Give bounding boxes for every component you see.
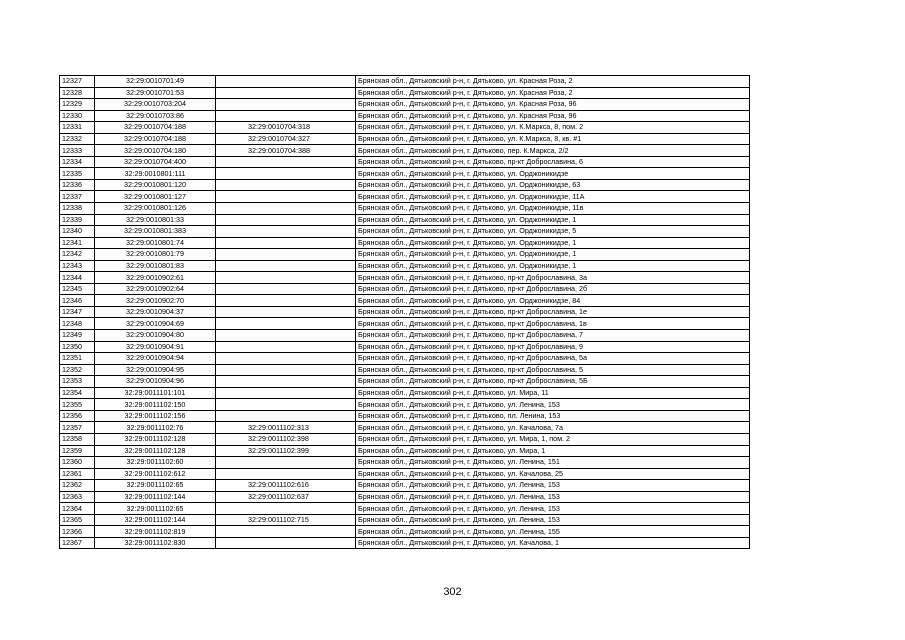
row-number-cell: 12360 [60,457,95,469]
row-number-cell: 12328 [60,87,95,99]
cadastral-number-cell: 32:29:0011102:150 [95,399,216,411]
linked-cadastral-number-cell [216,410,356,422]
linked-cadastral-number-cell [216,249,356,261]
address-cell: Брянская обл., Дятьковский р-н, г. Дятьково, ул. Красная Роза, 96 [356,110,750,122]
linked-cadastral-number-cell [216,87,356,99]
row-number-cell: 12355 [60,399,95,411]
table-row [60,295,750,307]
cadastral-number-cell: 32:29:0011102:60 [95,457,216,469]
row-number-cell: 12342 [60,249,95,261]
linked-cadastral-number-cell [216,503,356,515]
address-cell: Брянская обл., Дятьковский р-н, г. Дятьково, ул. Качалова, 1 [356,537,750,549]
linked-cadastral-number-cell [216,387,356,399]
row-number-cell: 12327 [60,76,95,88]
row-number-cell: 12336 [60,179,95,191]
cadastral-number-cell: 32:29:0010703:86 [95,110,216,122]
cadastral-number-cell: 32:29:0011102:830 [95,537,216,549]
cadastral-number-cell: 32:29:0011102:612 [95,468,216,480]
table-row [60,422,750,434]
cadastral-number-cell: 32:29:0010701:53 [95,87,216,99]
table-row [60,110,750,122]
table-row [60,87,750,99]
table-row [60,503,750,515]
address-cell: Брянская обл., Дятьковский р-н, г. Дятьково, пр-кт Доброславина, 2б [356,283,750,295]
linked-cadastral-number-cell: 32:29:0011102:637 [216,491,356,503]
linked-cadastral-number-cell [216,353,356,365]
table-row [60,260,750,272]
table-row [60,76,750,88]
row-number-cell: 12359 [60,445,95,457]
table-row [60,133,750,145]
address-cell: Брянская обл., Дятьковский р-н, г. Дятьково, пр-кт Доброславина, 1в [356,318,750,330]
row-number-cell: 12353 [60,376,95,388]
cadastral-number-cell: 32:29:0010904:95 [95,364,216,376]
row-number-cell: 12365 [60,514,95,526]
linked-cadastral-number-cell [216,179,356,191]
page-number: 302 [443,586,462,598]
cadastral-number-cell: 32:29:0010801:120 [95,179,216,191]
property-table-body [60,76,750,549]
cadastral-number-cell: 32:29:0010801:383 [95,226,216,238]
cadastral-number-cell: 32:29:0011102:128 [95,445,216,457]
address-cell: Брянская обл., Дятьковский р-н, г. Дятьково, ул. Орджоникидзе, 84 [356,295,750,307]
linked-cadastral-number-cell [216,214,356,226]
address-cell: Брянская обл., Дятьковский р-н, г. Дятьково, ул. Ленина, 153 [356,480,750,492]
table-row [60,341,750,353]
address-cell: Брянская обл., Дятьковский р-н, г. Дятьково, ул. Красная Роза, 96 [356,99,750,111]
address-cell: Брянская обл., Дятьковский р-н, г. Дятьково, пр-кт Доброславина, 9 [356,341,750,353]
linked-cadastral-number-cell: 32:29:0010704:318 [216,122,356,134]
cadastral-number-cell: 32:29:0010904:96 [95,376,216,388]
row-number-cell: 12346 [60,295,95,307]
table-row [60,526,750,538]
row-number-cell: 12345 [60,283,95,295]
table-row [60,330,750,342]
address-cell: Брянская обл., Дятьковский р-н, г. Дятьково, ул. К.Маркса, 8, кв. #1 [356,133,750,145]
address-cell: Брянская обл., Дятьковский р-н, г. Дятьково, ул. Красная Роза, 2 [356,76,750,88]
cadastral-number-cell: 32:29:0010904:37 [95,306,216,318]
table-row [60,145,750,157]
address-cell: Брянская обл., Дятьковский р-н, г. Дятьково, ул. Орджоникидзе, 5 [356,226,750,238]
row-number-cell: 12361 [60,468,95,480]
row-number-cell: 12338 [60,203,95,215]
linked-cadastral-number-cell [216,526,356,538]
row-number-cell: 12330 [60,110,95,122]
table-row [60,306,750,318]
linked-cadastral-number-cell [216,364,356,376]
row-number-cell: 12340 [60,226,95,238]
row-number-cell: 12333 [60,145,95,157]
linked-cadastral-number-cell [216,318,356,330]
address-cell: Брянская обл., Дятьковский р-н, г. Дятьково, ул. Качалова, 25 [356,468,750,480]
table-row [60,237,750,249]
address-cell: Брянская обл., Дятьковский р-н, г. Дятьково, пер. К.Маркса, 2/2 [356,145,750,157]
linked-cadastral-number-cell [216,272,356,284]
table-row [60,99,750,111]
address-cell: Брянская обл., Дятьковский р-н, г. Дятьково, ул. Ленина, 153 [356,514,750,526]
linked-cadastral-number-cell [216,468,356,480]
row-number-cell: 12329 [60,99,95,111]
row-number-cell: 12337 [60,191,95,203]
address-cell: Брянская обл., Дятьковский р-н, г. Дятьково, ул. Качалова, 7а [356,422,750,434]
cadastral-number-cell: 32:29:0010701:49 [95,76,216,88]
row-number-cell: 12362 [60,480,95,492]
linked-cadastral-number-cell [216,376,356,388]
linked-cadastral-number-cell [216,156,356,168]
cadastral-number-cell: 32:29:0010904:91 [95,341,216,353]
table-row [60,272,750,284]
table-row [60,318,750,330]
cadastral-number-cell: 32:29:0010904:94 [95,353,216,365]
linked-cadastral-number-cell [216,226,356,238]
row-number-cell: 12331 [60,122,95,134]
linked-cadastral-number-cell [216,330,356,342]
table-row [60,283,750,295]
row-number-cell: 12344 [60,272,95,284]
cadastral-number-cell: 32:29:0010904:80 [95,330,216,342]
row-number-cell: 12367 [60,537,95,549]
address-cell: Брянская обл., Дятьковский р-н, г. Дятьково, ул. К.Маркса, 8, пом. 2 [356,122,750,134]
cadastral-number-cell: 32:29:0011102:65 [95,503,216,515]
cadastral-number-cell: 32:29:0010801:127 [95,191,216,203]
table-row [60,353,750,365]
row-number-cell: 12343 [60,260,95,272]
linked-cadastral-number-cell: 32:29:0011102:313 [216,422,356,434]
linked-cadastral-number-cell [216,203,356,215]
linked-cadastral-number-cell [216,110,356,122]
linked-cadastral-number-cell [216,260,356,272]
address-cell: Брянская обл., Дятьковский р-н, г. Дятьково, ул. Ленина, 153 [356,399,750,411]
linked-cadastral-number-cell: 32:29:0011102:398 [216,433,356,445]
address-cell: Брянская обл., Дятьковский р-н, г. Дятьково, ул. Ленина, 153 [356,491,750,503]
row-number-cell: 12358 [60,433,95,445]
row-number-cell: 12351 [60,353,95,365]
table-row [60,156,750,168]
cadastral-number-cell: 32:29:0011101:101 [95,387,216,399]
address-cell: Брянская обл., Дятьковский р-н, г. Дятьково, ул. Ленина, 151 [356,457,750,469]
table-row [60,376,750,388]
cadastral-number-cell: 32:29:0011102:144 [95,514,216,526]
row-number-cell: 12352 [60,364,95,376]
cadastral-number-cell: 32:29:0010904:69 [95,318,216,330]
address-cell: Брянская обл., Дятьковский р-н, г. Дятьково, пр-кт Доброславина, 7 [356,330,750,342]
cadastral-number-cell: 32:29:0010704:400 [95,156,216,168]
linked-cadastral-number-cell [216,457,356,469]
table-row [60,537,750,549]
address-cell: Брянская обл., Дятьковский р-н, г. Дятьково, ул. Ленина, 153 [356,503,750,515]
row-number-cell: 12341 [60,237,95,249]
table-row [60,457,750,469]
cadastral-number-cell: 32:29:0010704:188 [95,133,216,145]
row-number-cell: 12339 [60,214,95,226]
address-cell: Брянская обл., Дятьковский р-н, г. Дятьково, ул. Красная Роза, 2 [356,87,750,99]
property-table [59,75,750,549]
table-row [60,445,750,457]
table-row [60,249,750,261]
address-cell: Брянская обл., Дятьковский р-н, г. Дятьково, ул. Орджоникидзе, 11А [356,191,750,203]
cadastral-number-cell: 32:29:0011102:128 [95,433,216,445]
linked-cadastral-number-cell [216,537,356,549]
table-row [60,410,750,422]
linked-cadastral-number-cell [216,283,356,295]
cadastral-number-cell: 32:29:0010902:64 [95,283,216,295]
row-number-cell: 12335 [60,168,95,180]
table-row [60,203,750,215]
address-cell: Брянская обл., Дятьковский р-н, г. Дятьково, ул. Орджоникидзе, 1 [356,237,750,249]
linked-cadastral-number-cell [216,168,356,180]
cadastral-number-cell: 32:29:0011102:144 [95,491,216,503]
linked-cadastral-number-cell [216,99,356,111]
address-cell: Брянская обл., Дятьковский р-н, г. Дятьково, ул. Орджоникидзе, 1 [356,249,750,261]
table-row [60,191,750,203]
table-row [60,364,750,376]
linked-cadastral-number-cell: 32:29:0010704:388 [216,145,356,157]
address-cell: Брянская обл., Дятьковский р-н, г. Дятьково, ул. Ленина, 155 [356,526,750,538]
table-row [60,179,750,191]
table-row [60,168,750,180]
cadastral-number-cell: 32:29:0010801:79 [95,249,216,261]
row-number-cell: 12332 [60,133,95,145]
address-cell: Брянская обл., Дятьковский р-н, г. Дятьково, пр-кт Доброславина, 6 [356,156,750,168]
address-cell: Брянская обл., Дятьковский р-н, г. Дятьково, пл. Ленина, 153 [356,410,750,422]
cadastral-number-cell: 32:29:0011102:76 [95,422,216,434]
cadastral-number-cell: 32:29:0010704:188 [95,122,216,134]
table-row [60,122,750,134]
table-row [60,433,750,445]
row-number-cell: 12356 [60,410,95,422]
table-row [60,399,750,411]
table-row [60,491,750,503]
cadastral-number-cell: 32:29:0010902:70 [95,295,216,307]
linked-cadastral-number-cell [216,76,356,88]
linked-cadastral-number-cell [216,191,356,203]
cadastral-number-cell: 32:29:0011102:819 [95,526,216,538]
table-row [60,514,750,526]
row-number-cell: 12363 [60,491,95,503]
cadastral-number-cell: 32:29:0010801:74 [95,237,216,249]
cadastral-number-cell: 32:29:0011102:65 [95,480,216,492]
address-cell: Брянская обл., Дятьковский р-н, г. Дятьково, ул. Орджоникидзе [356,168,750,180]
table-row [60,468,750,480]
row-number-cell: 12354 [60,387,95,399]
address-cell: Брянская обл., Дятьковский р-н, г. Дятьково, пр-кт Доброславина, 1е [356,306,750,318]
table-row [60,214,750,226]
cadastral-number-cell: 32:29:0010902:61 [95,272,216,284]
linked-cadastral-number-cell [216,399,356,411]
row-number-cell: 12347 [60,306,95,318]
row-number-cell: 12334 [60,156,95,168]
table-row [60,226,750,238]
row-number-cell: 12349 [60,330,95,342]
address-cell: Брянская обл., Дятьковский р-н, г. Дятьково, ул. Мира, 1, пом. 2 [356,433,750,445]
address-cell: Брянская обл., Дятьковский р-н, г. Дятьково, ул. Орджоникидзе, 1 [356,260,750,272]
linked-cadastral-number-cell [216,306,356,318]
linked-cadastral-number-cell [216,341,356,353]
linked-cadastral-number-cell: 32:29:0011102:399 [216,445,356,457]
linked-cadastral-number-cell: 32:29:0011102:715 [216,514,356,526]
linked-cadastral-number-cell: 32:29:0010704:327 [216,133,356,145]
address-cell: Брянская обл., Дятьковский р-н, г. Дятьково, пр-кт Доброславина, 5 [356,364,750,376]
address-cell: Брянская обл., Дятьковский р-н, г. Дятьково, пр-кт Доброславина, 5а [356,353,750,365]
cadastral-number-cell: 32:29:0010704:180 [95,145,216,157]
cadastral-number-cell: 32:29:0010801:33 [95,214,216,226]
linked-cadastral-number-cell [216,295,356,307]
row-number-cell: 12364 [60,503,95,515]
row-number-cell: 12350 [60,341,95,353]
cadastral-number-cell: 32:29:0010801:111 [95,168,216,180]
cadastral-number-cell: 32:29:0011102:156 [95,410,216,422]
row-number-cell: 12348 [60,318,95,330]
linked-cadastral-number-cell: 32:29:0011102:616 [216,480,356,492]
address-cell: Брянская обл., Дятьковский р-н, г. Дятьково, ул. Орджоникидзе, 11в [356,203,750,215]
table-row [60,480,750,492]
row-number-cell: 12366 [60,526,95,538]
address-cell: Брянская обл., Дятьковский р-н, г. Дятьково, ул. Мира, 11 [356,387,750,399]
cadastral-number-cell: 32:29:0010703:204 [95,99,216,111]
address-cell: Брянская обл., Дятьковский р-н, г. Дятьково, ул. Орджоникидзе, 63 [356,179,750,191]
address-cell: Брянская обл., Дятьковский р-н, г. Дятьково, пр-кт Доброславина, 5Б [356,376,750,388]
address-cell: Брянская обл., Дятьковский р-н, г. Дятьково, ул. Мира, 1 [356,445,750,457]
address-cell: Брянская обл., Дятьковский р-н, г. Дятьково, ул. Орджоникидзе, 1 [356,214,750,226]
cadastral-number-cell: 32:29:0010801:126 [95,203,216,215]
table-row [60,387,750,399]
row-number-cell: 12357 [60,422,95,434]
cadastral-number-cell: 32:29:0010801:83 [95,260,216,272]
linked-cadastral-number-cell [216,237,356,249]
address-cell: Брянская обл., Дятьковский р-н, г. Дятьково, пр-кт Доброславина, 3а [356,272,750,284]
